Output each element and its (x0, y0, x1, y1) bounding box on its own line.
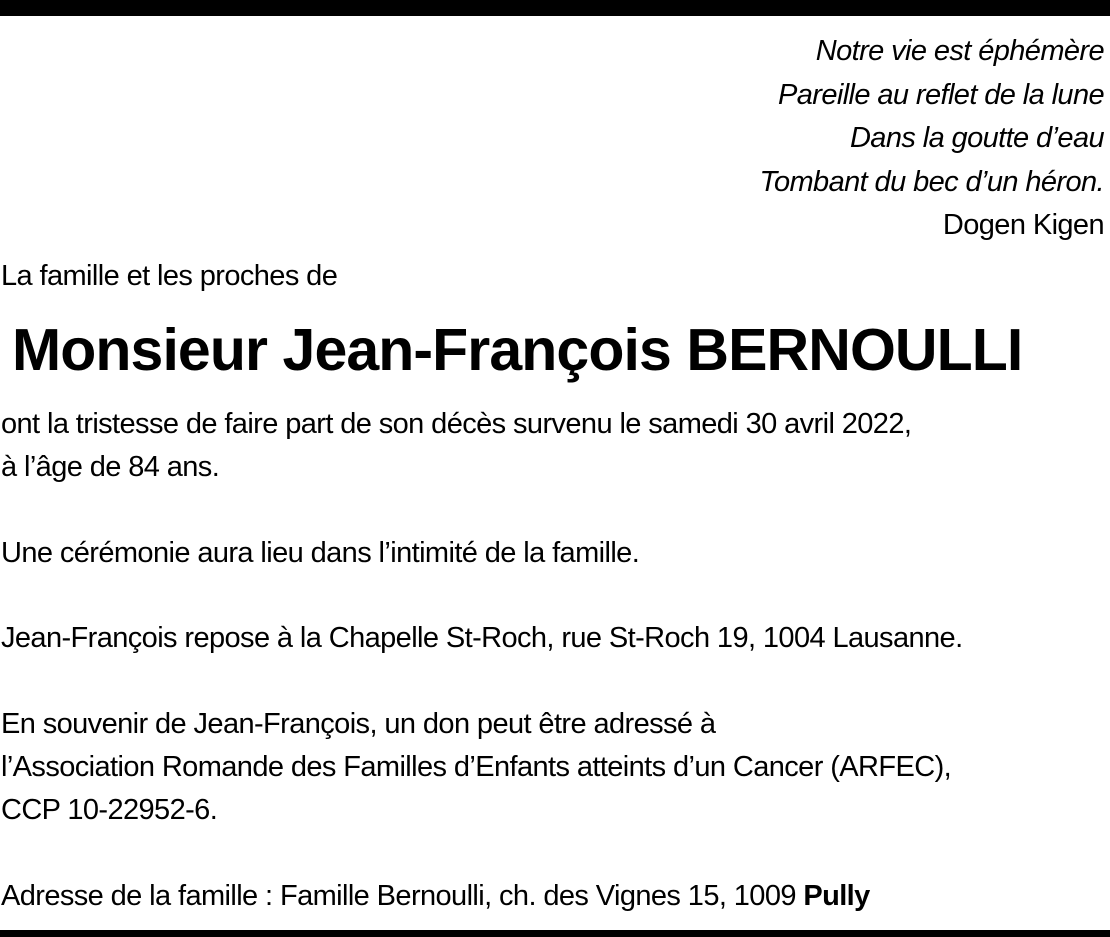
announcement-line: ont la tristesse de faire part de son décès survenu le samedi 30 avril 2022, (1, 408, 912, 440)
intro-text: La famille et les proches de (1, 260, 338, 292)
donation-line: l’Association Romande des Familles d’Enfants atteints d’un Cancer (ARFEC), (1, 751, 952, 783)
poem-line: Tombant du bec d’un héron. (759, 165, 1104, 198)
donation-line: En souvenir de Jean-François, un don peut être adressé à (1, 708, 716, 740)
resting-place-line: Jean-François repose à la Chapelle St-Roch, rue St-Roch 19, 1004 Lausanne. (1, 622, 963, 654)
poem-line: Notre vie est éphémère (815, 35, 1104, 67)
poem-line: Dans la goutte d’eau (849, 122, 1104, 154)
top-border-rule (0, 0, 1110, 16)
deceased-name: Monsieur Jean-François BERNOULLI (12, 317, 1023, 383)
resting-place-paragraph (1, 617, 963, 660)
family-address-city: Pully (803, 880, 870, 912)
poem-line: Pareille au reflet de la lune (778, 78, 1104, 111)
poem-author: Dogen Kigen (942, 209, 1104, 241)
donation-line: CCP 10-22952-6. (1, 794, 218, 826)
family-address-paragraph (1, 875, 870, 918)
family-address-text: Adresse de la famille : Famille Bernoulli, ch. des Vignes 15, 1009 (1, 880, 804, 912)
ceremony-paragraph (1, 532, 639, 575)
donation-paragraph (1, 703, 951, 832)
bottom-border-rule (0, 930, 1110, 937)
announcement-paragraph (1, 403, 911, 489)
ceremony-line: Une cérémonie aura lieu dans l’intimité de la famille. (1, 537, 640, 569)
announcement-line: à l’âge de 84 ans. (1, 451, 220, 483)
epigraph-poem (760, 30, 1104, 248)
